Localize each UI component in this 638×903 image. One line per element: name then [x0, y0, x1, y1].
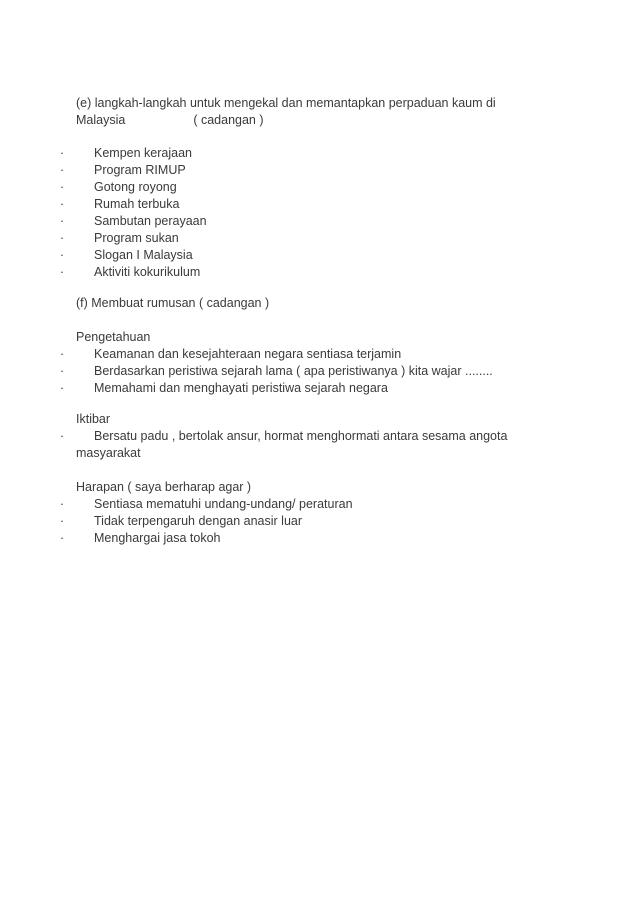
bullet-icon: · — [59, 163, 65, 177]
section-e — [0, 95, 638, 129]
list-item: · Keamanan dan kesejahteraan negara sentiasa terjamin — [59, 347, 402, 361]
section-f — [0, 295, 638, 312]
list-item: · Menghargai jasa tokoh — [59, 531, 221, 545]
iktibar-item-continued: masyarakat — [76, 446, 141, 460]
list-item: · Kempen kerajaan — [59, 146, 192, 160]
iktibar-heading: Iktibar — [76, 412, 111, 426]
harapan-section — [0, 479, 638, 547]
iktibar-section — [0, 411, 638, 462]
bullet-icon: · — [59, 381, 65, 395]
pengetahuan-heading: Pengetahuan — [76, 330, 151, 344]
list-item: · Tidak terpengaruh dengan anasir luar — [59, 514, 303, 528]
section-e-heading: (e) langkah-langkah untuk mengekal dan memantapkan perpaduan kaum di — [76, 96, 496, 110]
list-item: · Program RIMUP — [59, 163, 186, 177]
bullet-icon: · — [59, 231, 65, 245]
bullet-icon: · — [59, 146, 65, 160]
list-item: · Rumah terbuka — [59, 197, 180, 211]
list-item: · Sentiasa mematuhi undang-undang/ peraturan — [59, 497, 353, 511]
bullet-icon: · — [59, 197, 65, 211]
list-item: · Sambutan perayaan — [59, 214, 207, 228]
bullet-icon: · — [59, 214, 65, 228]
section-e-cadangan-label: ( cadangan ) — [193, 113, 264, 127]
list-item: · Berdasarkan peristiwa sejarah lama ( apa peristiwanya ) kita wajar ........ — [59, 364, 493, 378]
bullet-icon: · — [59, 265, 65, 279]
list-item: · Memahami dan menghayati peristiwa sejarah negara — [59, 381, 388, 395]
list-item: · Gotong royong — [59, 180, 177, 194]
section-e-list — [0, 145, 638, 281]
list-item: · Slogan I Malaysia — [59, 248, 193, 262]
section-e-heading-malaysia: Malaysia — [76, 113, 126, 127]
section-e-heading-continued — [0, 112, 638, 129]
list-item: · Program sukan — [59, 231, 179, 245]
pengetahuan-section — [0, 329, 638, 397]
list-item: · Aktiviti kokurikulum — [59, 265, 201, 279]
list-item: · Bersatu padu , bertolak ansur, hormat menghormati antara sesama angota — [59, 429, 508, 443]
section-f-heading: (f) Membuat rumusan ( cadangan ) — [76, 296, 270, 310]
bullet-icon: · — [59, 248, 65, 262]
bullet-icon: · — [59, 347, 65, 361]
bullet-icon: · — [59, 531, 65, 545]
bullet-icon: · — [59, 429, 65, 443]
bullet-icon: · — [59, 364, 65, 378]
harapan-heading: Harapan ( saya berharap agar ) — [76, 480, 252, 494]
bullet-icon: · — [59, 514, 65, 528]
bullet-icon: · — [59, 497, 65, 511]
bullet-icon: · — [59, 180, 65, 194]
